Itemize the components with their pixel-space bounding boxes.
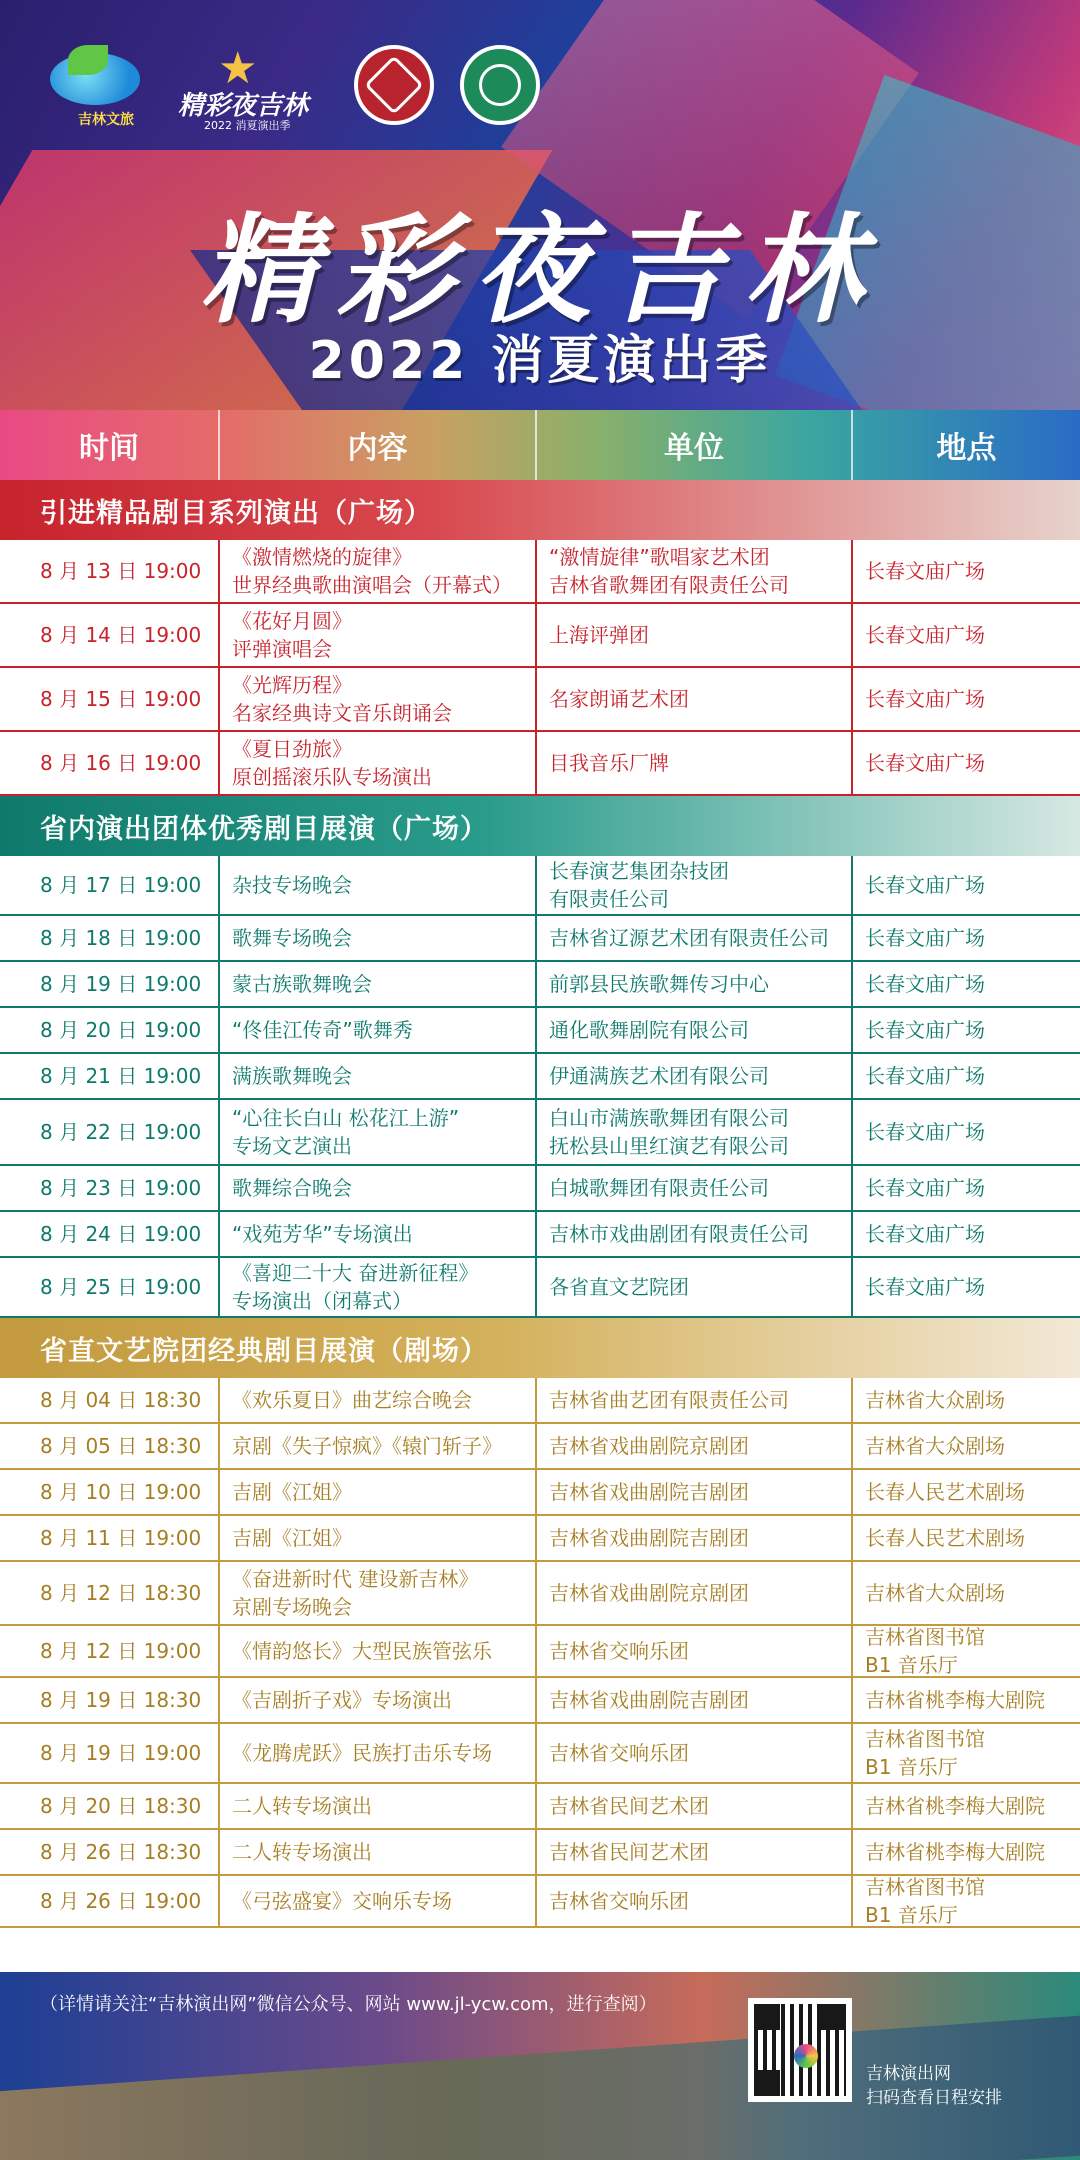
cell-time [0,1724,220,1782]
cell-unit [537,732,853,794]
cell-content [220,962,537,1006]
cell-place-text: 长春文庙广场 [865,751,985,775]
table-row [0,1562,1080,1626]
cell-place-text: 长春人民艺术剧场 [865,1526,1025,1550]
cell-place [853,1166,1080,1210]
footer [0,1972,1080,2160]
cell-place-text: 长春文庙广场 [865,972,985,996]
cell-unit-text: 吉林省辽源艺术团有限责任公司 [549,926,829,950]
cell-unit-text: 吉林省交响乐团 [549,1741,689,1765]
cell-time [0,1212,220,1256]
cell-unit-text: 白城歌舞团有限责任公司 [549,1176,769,1200]
cell-place [853,1830,1080,1874]
cell-time [0,1626,220,1676]
cell-place-text: 吉林省大众剧场 [865,1581,1005,1605]
table-row [0,1166,1080,1212]
cell-place-text: 吉林省桃李梅大剧院 [865,1840,1045,1864]
cell-unit [537,856,853,914]
logo-leaf-icon [68,45,108,75]
header-banner [0,0,1080,410]
cell-unit-text: 吉林省戏曲剧院吉剧团 [549,1480,749,1504]
qr-code[interactable] [748,1998,852,2102]
cell-place [853,540,1080,602]
table-row [0,1784,1080,1830]
cell-content-text: 京剧《失子惊疯》《辕门斩子》 [232,1434,502,1458]
cell-place [853,1562,1080,1624]
cell-unit-text: 各省直文艺院团 [549,1275,689,1299]
cell-content-text: 二人转专场演出 [232,1840,372,1864]
cell-unit [537,1470,853,1514]
cell-place-text: 长春文庙广场 [865,1120,985,1144]
table-row [0,604,1080,668]
cell-content [220,1100,537,1164]
cell-place [853,1424,1080,1468]
cell-content [220,1678,537,1722]
qr-label [866,2062,1002,2110]
cell-place [853,1378,1080,1422]
schedule-table [0,410,1080,1928]
cell-content [220,1724,537,1782]
cell-unit-text: 吉林省戏曲剧院京剧团 [549,1581,749,1605]
cell-content [220,1424,537,1468]
cell-unit [537,1626,853,1676]
cell-time [0,1562,220,1624]
cell-content-text: 歌舞综合晚会 [232,1176,352,1200]
logo-row [40,30,540,140]
cell-time [0,1470,220,1514]
qr-label-site: 吉林演出网 [866,2064,951,2084]
red-seal-icon [354,45,434,125]
cell-content [220,540,537,602]
cell-unit [537,668,853,730]
cell-content [220,1378,537,1422]
cell-place-text: 吉林省桃李梅大剧院 [865,1794,1045,1818]
table-body [0,480,1080,1928]
cell-place [853,604,1080,666]
cell-content-text: 《奋进新时代 建设新吉林》 京剧专场晚会 [232,1567,479,1619]
cell-place [853,1212,1080,1256]
cell-time-text: 8 月 21 日 19:00 [40,1064,202,1088]
table-row [0,1258,1080,1318]
cell-place-text: 长春文庙广场 [865,926,985,950]
cell-time-text: 8 月 05 日 18:30 [40,1434,202,1458]
cell-time [0,856,220,914]
cell-content-text: 《情韵悠长》大型民族管弦乐 [232,1639,492,1663]
cell-time [0,540,220,602]
cell-time [0,1516,220,1560]
table-row [0,1516,1080,1562]
logo1-text: 吉林文旅 [78,112,134,128]
cell-place-text: 吉林省图书馆 B1 音乐厅 [865,1875,985,1927]
cell-unit-text: 吉林省交响乐团 [549,1639,689,1663]
cell-time-text: 8 月 10 日 19:00 [40,1480,202,1504]
cell-time-text: 8 月 26 日 18:30 [40,1840,202,1864]
table-row [0,962,1080,1008]
cell-place-text: 长春文庙广场 [865,873,985,897]
cell-time-text: 8 月 19 日 19:00 [40,1741,202,1765]
cell-place-text: 长春文庙广场 [865,559,985,583]
table-row [0,1724,1080,1784]
section-title: 省直文艺院团经典剧目展演（剧场） [0,1318,1080,1378]
cell-content-text: 《激情燃烧的旋律》 世界经典歌曲演唱会（开幕式） [232,545,512,597]
cell-content-text: 吉剧《江姐》 [232,1526,352,1550]
cell-content [220,1008,537,1052]
section-title: 省内演出团体优秀剧目展演（广场） [0,796,1080,856]
cell-time-text: 8 月 23 日 19:00 [40,1176,202,1200]
cell-content [220,856,537,914]
cell-unit-text: 白山市满族歌舞团有限公司 抚松县山里红演艺有限公司 [549,1106,789,1158]
column-header-content: 内容 [220,410,537,480]
table-row [0,1054,1080,1100]
cell-content-text: “佟佳江传奇”歌舞秀 [232,1018,413,1042]
table-row [0,540,1080,604]
cell-unit [537,1054,853,1098]
cell-content-text: 《弓弦盛宴》交响乐专场 [232,1889,452,1913]
page-title: 精彩夜吉林 [199,200,880,339]
table-row [0,1212,1080,1258]
cell-time [0,916,220,960]
cell-content [220,1876,537,1926]
cell-unit [537,1258,853,1316]
cell-place-text: 长春文庙广场 [865,1176,985,1200]
cell-time [0,1830,220,1874]
cell-place [853,732,1080,794]
cell-time [0,1378,220,1422]
cell-unit-text: 吉林省戏曲剧院吉剧团 [549,1526,749,1550]
cell-content [220,1470,537,1514]
cell-unit [537,1166,853,1210]
cell-unit [537,1008,853,1052]
cell-content-text: “戏苑芳华”专场演出 [232,1222,413,1246]
page-subtitle: 2022 消夏演出季 [308,331,772,391]
cell-unit [537,1876,853,1926]
cell-content-text: 二人转专场演出 [232,1794,372,1818]
cell-time-text: 8 月 18 日 19:00 [40,926,202,950]
table-row [0,1378,1080,1424]
cell-time-text: 8 月 15 日 19:00 [40,687,202,711]
cell-place-text: 长春文庙广场 [865,687,985,711]
cell-unit [537,1100,853,1164]
cell-unit-text: 吉林省戏曲剧院京剧团 [549,1434,749,1458]
cell-unit-text: “激情旋律”歌唱家艺术团 吉林省歌舞团有限责任公司 [549,545,789,597]
column-header-time: 时间 [0,410,220,480]
table-row [0,1008,1080,1054]
cell-place-text: 吉林省图书馆 B1 音乐厅 [865,1625,985,1677]
cell-unit [537,1830,853,1874]
cell-time [0,668,220,730]
cell-unit [537,1212,853,1256]
cell-content-text: 吉剧《江姐》 [232,1480,352,1504]
cell-place [853,1100,1080,1164]
cell-content-text: 《光辉历程》 名家经典诗文音乐朗诵会 [232,673,452,725]
cell-unit-text: 长春演艺集团杂技团 有限责任公司 [549,859,729,911]
cell-content-text: 歌舞专场晚会 [232,926,352,950]
cell-unit-text: 吉林省民间艺术团 [549,1794,709,1818]
table-row [0,1876,1080,1928]
cell-place [853,916,1080,960]
cell-content-text: 《吉剧折子戏》专场演出 [232,1688,452,1712]
cell-content-text: 蒙古族歌舞晚会 [232,972,372,996]
cell-place-text: 吉林省大众剧场 [865,1434,1005,1458]
event-logo-sub: 2022 消夏演出季 [204,119,291,132]
cell-time [0,604,220,666]
cell-content-text: “心往长白山 松花江上游” 专场文艺演出 [232,1106,460,1158]
cell-place-text: 长春文庙广场 [865,1275,985,1299]
cell-place [853,1784,1080,1828]
cell-time-text: 8 月 14 日 19:00 [40,623,202,647]
cell-content [220,1258,537,1316]
column-header-unit: 单位 [537,410,853,480]
cell-unit [537,1378,853,1422]
cell-content [220,1626,537,1676]
cell-content-text: 杂技专场晚会 [232,873,352,897]
cell-content [220,1212,537,1256]
cell-content [220,604,537,666]
cell-time [0,1876,220,1926]
cell-content [220,1166,537,1210]
cell-unit-text: 上海评弹团 [549,623,649,647]
cell-unit-text: 前郭县民族歌舞传习中心 [549,972,769,996]
cell-unit-text: 吉林省民间艺术团 [549,1840,709,1864]
cell-content [220,732,537,794]
table-row [0,856,1080,916]
cell-unit-text: 吉林省曲艺团有限责任公司 [549,1388,789,1412]
cell-time-text: 8 月 25 日 19:00 [40,1275,202,1299]
cell-unit [537,1562,853,1624]
cell-content [220,916,537,960]
cell-unit-text: 吉林省交响乐团 [549,1889,689,1913]
section-title: 引进精品剧目系列演出（广场） [0,480,1080,540]
cell-time-text: 8 月 12 日 18:30 [40,1581,202,1605]
cell-unit [537,1516,853,1560]
cell-unit-text: 名家朗诵艺术团 [549,687,689,711]
event-logo-name: 精彩夜吉林 [178,91,309,121]
section-imported [0,480,1080,796]
cell-time [0,1678,220,1722]
section-provincial [0,796,1080,1318]
table-row [0,1424,1080,1470]
cell-time-text: 8 月 12 日 19:00 [40,1639,202,1663]
cell-unit [537,540,853,602]
cell-time [0,1166,220,1210]
qr-logo-icon [794,2044,818,2068]
table-row [0,668,1080,732]
cell-place [853,1876,1080,1926]
cell-time [0,1054,220,1098]
cell-time-text: 8 月 26 日 19:00 [40,1889,202,1913]
cell-place-text: 长春文庙广场 [865,623,985,647]
cell-place-text: 吉林省大众剧场 [865,1388,1005,1412]
cell-time [0,962,220,1006]
cell-time-text: 8 月 20 日 18:30 [40,1794,202,1818]
cell-content [220,1562,537,1624]
cell-time-text: 8 月 13 日 19:00 [40,559,202,583]
table-row [0,1678,1080,1724]
cell-unit [537,1678,853,1722]
cell-content-text: 满族歌舞晚会 [232,1064,352,1088]
cell-place [853,668,1080,730]
cell-place [853,1258,1080,1316]
cell-time-text: 8 月 11 日 19:00 [40,1526,202,1550]
cell-time-text: 8 月 22 日 19:00 [40,1120,202,1144]
cell-unit [537,1424,853,1468]
cell-place-text: 长春文庙广场 [865,1222,985,1246]
cell-unit [537,916,853,960]
cell-time [0,1424,220,1468]
qr-label-hint: 扫码查看日程安排 [866,2088,1002,2108]
cell-time [0,732,220,794]
cell-unit [537,1724,853,1782]
star-icon: ★ [218,43,258,94]
table-row [0,732,1080,796]
table-header [0,410,1080,480]
table-row [0,1470,1080,1516]
cell-place [853,1470,1080,1514]
cell-content [220,1516,537,1560]
cell-time-text: 8 月 19 日 19:00 [40,972,202,996]
table-row [0,1830,1080,1876]
cell-time [0,1258,220,1316]
cell-time-text: 8 月 19 日 18:30 [40,1688,202,1712]
cell-unit [537,1784,853,1828]
cell-place-text: 长春文庙广场 [865,1018,985,1042]
cell-place [853,1516,1080,1560]
cell-unit-text: 目我音乐厂牌 [549,751,669,775]
green-seal-icon [460,45,540,125]
cell-time-text: 8 月 16 日 19:00 [40,751,202,775]
cell-place [853,1008,1080,1052]
cell-content-text: 《夏日劲旅》 原创摇滚乐队专场演出 [232,737,432,789]
cell-content-text: 《花好月圆》 评弹演唱会 [232,609,352,661]
cell-time [0,1100,220,1164]
cell-content [220,1054,537,1098]
cell-time-text: 8 月 17 日 19:00 [40,873,202,897]
footer-notice: （详情请关注“吉林演出网”微信公众号、网站 www.jl-ycw.com，进行查阅） [40,1994,657,2015]
cell-content-text: 《欢乐夏日》曲艺综合晚会 [232,1388,472,1412]
cell-time [0,1008,220,1052]
cell-unit [537,604,853,666]
cell-time-text: 8 月 20 日 19:00 [40,1018,202,1042]
cell-content-text: 《喜迎二十大 奋进新征程》 专场演出（闭幕式） [232,1261,479,1313]
cell-time-text: 8 月 04 日 18:30 [40,1388,202,1412]
cell-time-text: 8 月 24 日 19:00 [40,1222,202,1246]
cell-unit [537,962,853,1006]
cell-content [220,668,537,730]
cell-content [220,1830,537,1874]
cell-place [853,1678,1080,1722]
cell-unit-text: 伊通满族艺术团有限公司 [549,1064,769,1088]
section-theatre [0,1318,1080,1928]
cell-place [853,1626,1080,1676]
cell-place [853,856,1080,914]
cell-place-text: 长春人民艺术剧场 [865,1480,1025,1504]
cell-place-text: 长春文庙广场 [865,1064,985,1088]
cell-unit-text: 吉林省戏曲剧院吉剧团 [549,1688,749,1712]
cell-place-text: 吉林省桃李梅大剧院 [865,1688,1045,1712]
table-row [0,916,1080,962]
cell-time [0,1784,220,1828]
cell-unit-text: 通化歌舞剧院有限公司 [549,1018,749,1042]
event-logo [178,41,328,132]
cell-place [853,962,1080,1006]
jilin-culture-tourism-logo [40,41,152,129]
cell-place [853,1054,1080,1098]
table-row [0,1626,1080,1678]
cell-content [220,1784,537,1828]
cell-place [853,1724,1080,1782]
cell-content-text: 《龙腾虎跃》民族打击乐专场 [232,1741,492,1765]
cell-unit-text: 吉林市戏曲剧团有限责任公司 [549,1222,809,1246]
column-header-place: 地点 [936,431,997,466]
cell-place-text: 吉林省图书馆 B1 音乐厅 [865,1727,985,1779]
table-row [0,1100,1080,1166]
